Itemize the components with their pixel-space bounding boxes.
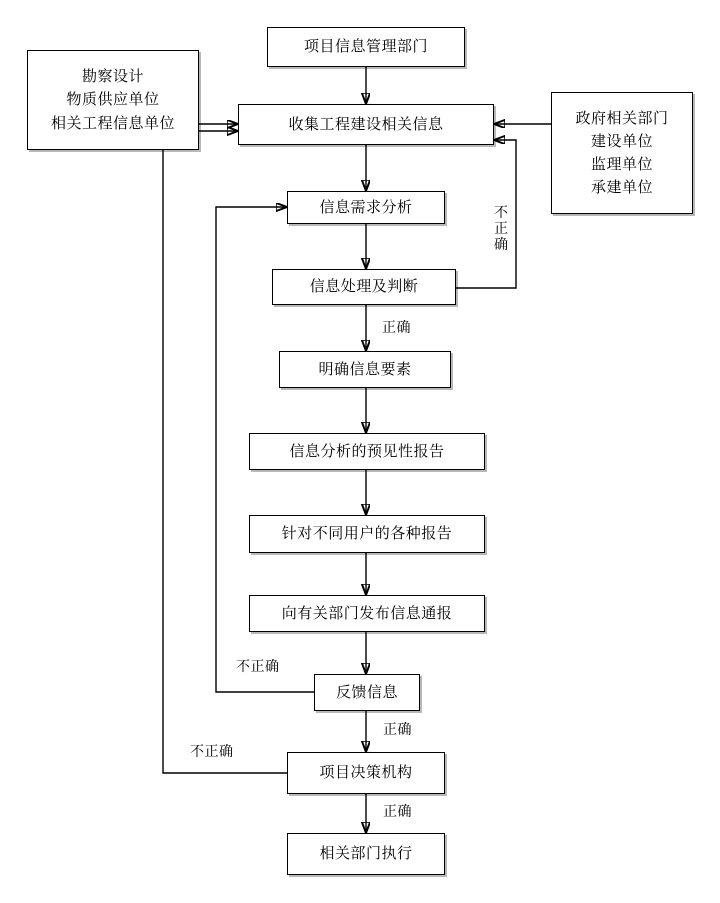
node-publish-bulletin-line-0: 向有关部门发布信息通报 — [281, 603, 453, 622]
node-decision-org — [287, 752, 445, 794]
edge-label-incorrect-decision: 不正确 — [190, 744, 234, 760]
node-clarify-elements — [279, 351, 451, 388]
edge-label-correct-feedback: 正确 — [383, 722, 412, 738]
node-info-dept-line-0: 项目信息管理部门 — [303, 37, 428, 56]
node-gov-units-line-1: 建设单位 — [590, 131, 653, 150]
node-info-dept — [267, 27, 465, 67]
node-publish-bulletin — [249, 595, 485, 632]
node-collect-info-line-0: 收集工程建设相关信息 — [288, 114, 444, 133]
node-collect-info — [238, 104, 494, 145]
edge-label-correct-decision: 正确 — [383, 804, 412, 820]
node-gov-units-line-3: 承建单位 — [590, 178, 653, 197]
node-user-reports — [249, 515, 485, 553]
edge-label-incorrect-feedback: 不正确 — [236, 659, 280, 675]
node-feedback-line-0: 反馈信息 — [335, 682, 398, 701]
node-decision-org-line-0: 项目决策机构 — [319, 763, 413, 782]
node-dept-execute-line-0: 相关部门执行 — [319, 844, 413, 863]
node-gov-units-line-2: 监理单位 — [590, 155, 653, 173]
node-foresight-report-line-0: 信息分析的预见性报告 — [289, 441, 445, 460]
node-process-judge — [272, 269, 456, 305]
node-survey-units-line-2: 相关工程信息单位 — [50, 113, 175, 132]
node-survey-units-line-1: 物质供应单位 — [66, 90, 160, 109]
edge-label-incorrect-right: 不正确 — [494, 205, 509, 254]
node-demand-analysis-line-0: 信息需求分析 — [319, 197, 413, 216]
node-dept-execute — [287, 833, 445, 875]
node-survey-units — [27, 50, 199, 150]
node-feedback — [314, 674, 420, 711]
node-foresight-report — [249, 433, 485, 470]
node-user-reports-line-0: 针对不同用户的各种报告 — [281, 524, 453, 543]
node-gov-units-line-0: 政府相关部门 — [575, 108, 669, 127]
node-survey-units-line-0: 勘察设计 — [81, 67, 144, 86]
edge-label-correct-judge: 正确 — [382, 320, 411, 336]
node-clarify-elements-line-0: 明确信息要素 — [318, 359, 412, 378]
node-process-judge-line-0: 信息处理及判断 — [309, 277, 419, 296]
node-gov-units — [551, 92, 693, 214]
node-demand-analysis — [287, 191, 445, 224]
